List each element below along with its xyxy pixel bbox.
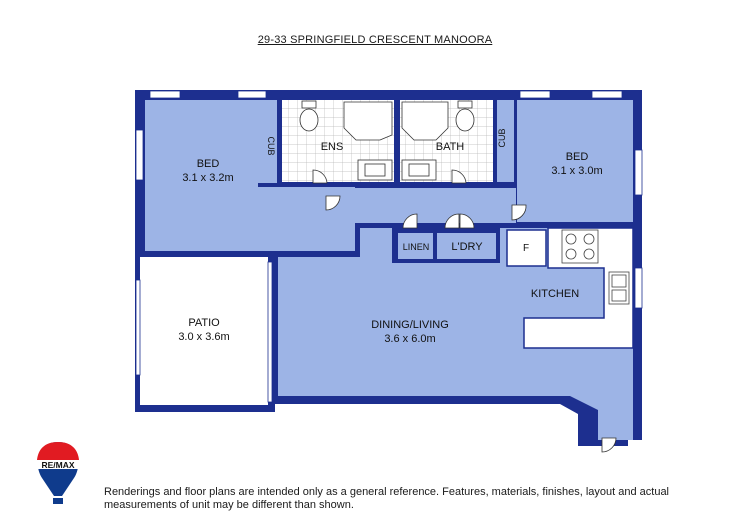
bed1-name: BED [196,158,220,170]
cub2-label: CUB [497,128,507,148]
ens-toilet [300,101,318,131]
ens-vanity [358,160,392,180]
bed1-size: 3.1 x 3.2m [182,172,234,184]
ens-label: ENS [320,141,344,153]
patio-name: PATIO [188,317,220,329]
remax-logo [36,442,80,504]
linen-label: LINEN [402,242,430,252]
balloon-red-band [37,442,79,460]
cub1-label: CUB [266,136,276,156]
remax-text: RE/MAX [41,460,75,470]
patio-size: 3.0 x 3.6m [178,331,230,343]
plan-title: 29-33 SPRINGFIELD CRESCENT MANOORA [257,34,493,46]
hallway-floor [340,188,516,223]
ens-shower [344,102,392,140]
bath-toilet [456,101,474,131]
bed2-size: 3.1 x 3.0m [551,165,603,177]
disclaimer-text: Renderings and floor plans are intended only as a general reference. Features, materials, finishes, layout and actual measurements of unit may be different than shown. [104,486,670,511]
living-name: DINING/LIVING [371,319,449,331]
kitchen-sink [609,272,629,304]
bath-vanity [402,160,436,180]
balloon-basket [53,498,63,504]
ldry-label: L'DRY [451,241,483,253]
fridge-label: F [522,243,530,254]
bed2-name: BED [565,151,589,163]
kitchen-label: KITCHEN [530,288,580,300]
bath-label: BATH [435,141,465,153]
bath-shower [402,102,448,140]
living-size: 3.6 x 6.0m [384,333,436,345]
